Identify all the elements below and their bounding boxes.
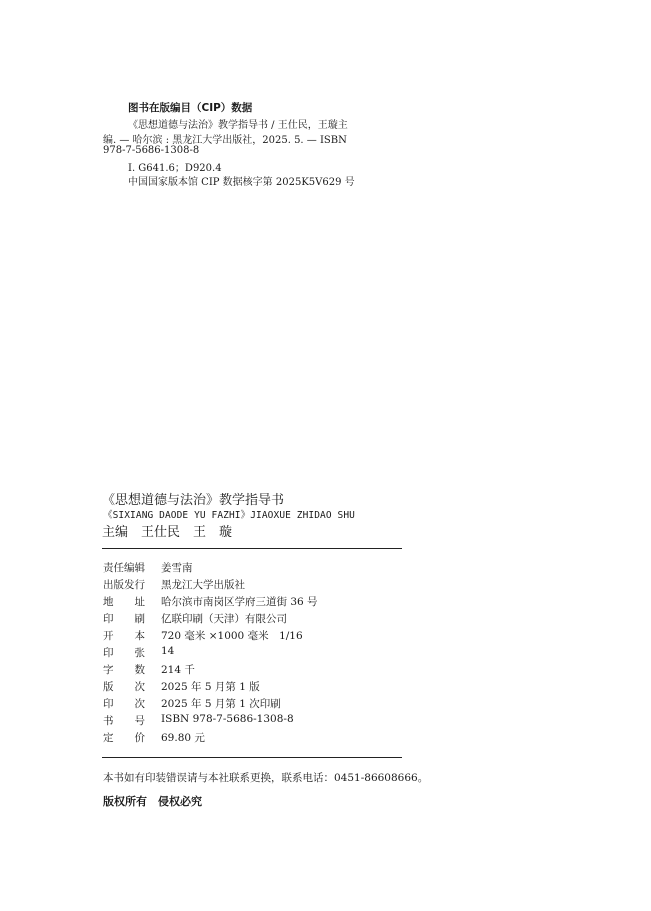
- detail-value: 黑龙江大学出版社: [161, 579, 245, 591]
- detail-label: 地 址: [103, 596, 145, 608]
- divider-top: [102, 548, 402, 549]
- detail-label: 版 次: [103, 681, 145, 693]
- detail-label: 责任编辑: [103, 562, 145, 574]
- cip-line-2: 编. — 哈尔滨 : 黑龙江大学出版社，2025. 5. — ISBN: [103, 135, 347, 146]
- detail-value: 哈尔滨市南岗区学府三道街 36 号: [161, 596, 318, 608]
- detail-value: 2025 年 5 月第 1 次印刷: [161, 698, 281, 710]
- cip-line-5: 中国国家版本馆 CIP 数据核字第 2025K5V629 号: [128, 177, 355, 188]
- copyright-notice: 版权所有 侵权必究: [103, 795, 202, 808]
- cip-heading: 图书在版编目（CIP）数据: [128, 102, 253, 114]
- cip-line-4: Ⅰ. G641.6；D920.4: [128, 163, 222, 174]
- detail-label: 印 次: [103, 698, 145, 710]
- book-title-pinyin: 《SIXIANG DAODE YU FAZHI》JIAOXUE ZHIDAO SHU: [103, 510, 355, 521]
- detail-label: 出版发行: [103, 579, 145, 591]
- book-editors: 主编 王仕民 王 璇: [102, 525, 233, 540]
- cip-line-3: 978-7-5686-1308-8: [103, 145, 200, 156]
- replacement-notice: 本书如有印装错误请与本社联系更换，联系电话：0451-86608666。: [103, 772, 429, 784]
- detail-label: 定 价: [103, 732, 145, 744]
- detail-value: 214 千: [161, 664, 195, 676]
- detail-label: 印 刷: [103, 613, 145, 625]
- detail-label: 书 号: [103, 715, 145, 727]
- detail-value: 姜雪南: [161, 562, 193, 574]
- cip-line-1: 《思想道德与法治》教学指导书 / 王仕民，王璇主: [128, 120, 348, 131]
- detail-value: 69.80 元: [161, 732, 205, 744]
- detail-label: 开 本: [103, 630, 145, 642]
- detail-value: 720 毫米 ×1000 毫米 1/16: [161, 630, 303, 642]
- divider-bottom: [102, 757, 402, 758]
- detail-label: 字 数: [103, 664, 145, 676]
- detail-value: ISBN 978-7-5686-1308-8: [161, 713, 294, 725]
- detail-value: 14: [161, 645, 175, 657]
- detail-value: 亿联印刷（天津）有限公司: [161, 613, 287, 625]
- detail-value: 2025 年 5 月第 1 版: [161, 681, 260, 693]
- detail-label: 印 张: [103, 647, 145, 659]
- book-title: 《思想道德与法治》教学指导书: [102, 493, 285, 508]
